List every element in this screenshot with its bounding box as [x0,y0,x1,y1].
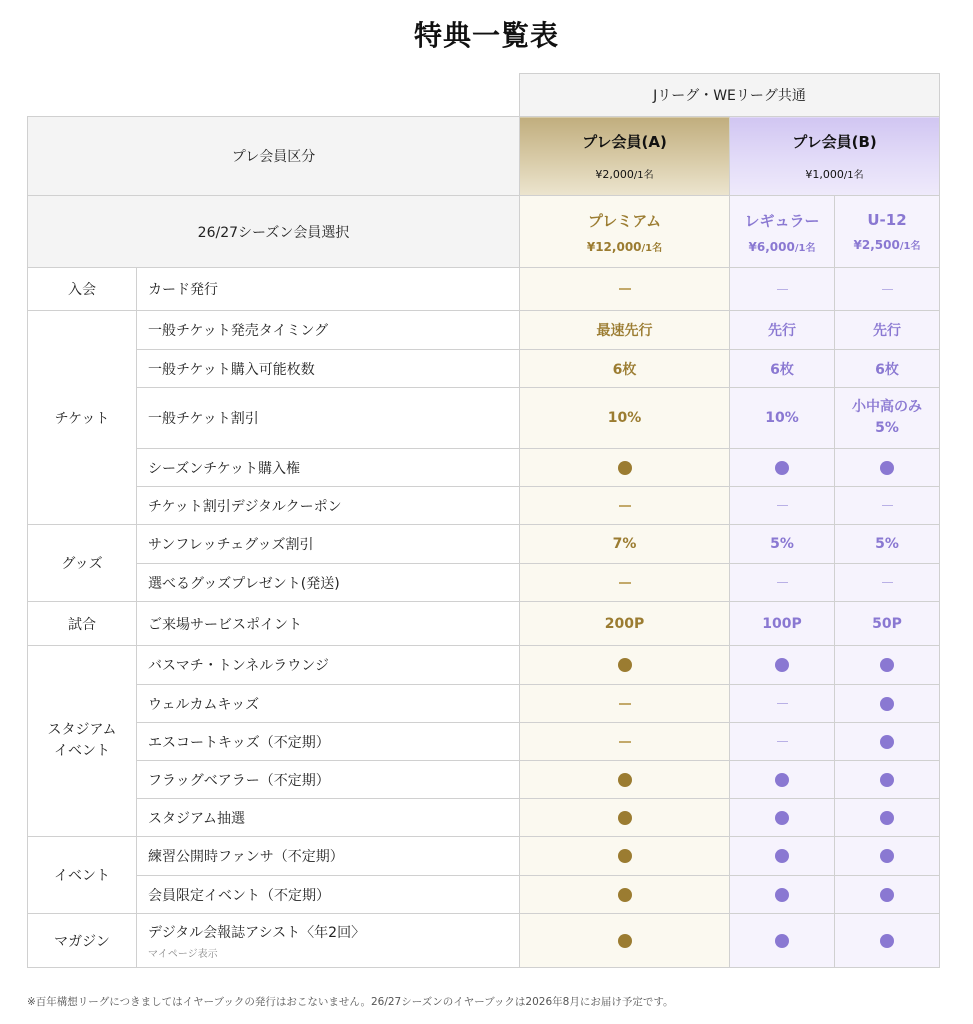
item-note: マイページ表示 [148,948,218,960]
item-label-main: デジタル会報誌アシスト〈年2回〉 [148,924,366,941]
category-stadium-event [28,646,137,837]
dash-icon [619,703,631,705]
item-label: 一般チケット割引 [137,388,520,449]
value-regular: 10% [730,388,835,449]
tier-b-price: ¥1,000/1名 [805,168,864,181]
table-row [28,487,940,525]
plan-premium-price: ¥12,000/1名 [586,239,663,254]
plan-premium-name: プレミアム [587,211,662,230]
dot-icon [880,849,894,863]
dot-icon [880,697,894,711]
dash-icon [777,582,788,583]
category-stadium-line2: イベント [54,743,110,759]
dot-icon [618,934,632,948]
tier-b-name: プレ会員(B) [792,133,877,151]
table-row [28,388,940,449]
category-join: 入会 [28,268,137,311]
table-row [28,350,940,388]
table-row [28,449,940,487]
value-premium: 200P [520,602,730,646]
category-stadium-line1: スタジアム [47,722,117,738]
value-premium: 6枚 [520,350,730,388]
category-event: イベント [28,837,137,914]
dot-icon [880,658,894,672]
plan-u12-name: U-12 [867,211,907,229]
dash-icon [882,289,893,290]
common-league-header: Jリーグ・WEリーグ共通 [520,74,940,117]
tier-b-header [730,117,940,196]
table-row [28,685,940,723]
dot-icon [880,811,894,825]
category-match: 試合 [28,602,137,646]
item-label: 練習公開時ファンサ（不定期） [137,837,520,876]
dot-icon [775,773,789,787]
plan-u12 [835,196,940,268]
dash-icon [777,505,788,506]
value-u12-line2: 5% [875,420,899,436]
category-goods: グッズ [28,525,137,602]
table-row [28,268,940,311]
item-label: 一般チケット購入可能枚数 [137,350,520,388]
item-label: バスマチ・トンネルラウンジ [137,646,520,685]
item-label: エスコートキッズ（不定期） [137,723,520,761]
table-row [28,761,940,799]
footnote: ※百年構想リーグにつきましてはイヤーブックの発行はおこないません。26/27シーズンのイヤーブックは2026年8月にお届け予定です。 [27,996,674,1008]
item-label: スタジアム抽選 [137,799,520,837]
dash-icon [777,703,788,704]
table-row [28,837,940,876]
dot-icon [880,461,894,475]
dot-icon [618,658,632,672]
dash-icon [619,741,631,743]
dash-icon [777,289,788,290]
item-label: チケット割引デジタルクーポン [137,487,520,525]
value-premium: 最速先行 [520,311,730,350]
dot-icon [618,811,632,825]
dot-icon [880,888,894,902]
plan-regular-name: レギュラー [744,211,820,230]
value-premium: 7% [520,525,730,564]
dot-icon [618,849,632,863]
item-label: ご来場サービスポイント [137,602,520,646]
table-row [28,311,940,350]
table-row [28,914,940,968]
header-spacer [28,74,520,117]
table-row [28,525,940,564]
tier-a-name: プレ会員(A) [582,133,667,151]
value-u12-line1: 小中高のみ [852,399,922,415]
dot-icon [880,773,894,787]
value-premium: 10% [520,388,730,449]
season-selection-label: 26/27シーズン会員選択 [28,196,520,268]
dot-icon [775,934,789,948]
item-label: 会員限定イベント（不定期） [137,876,520,914]
item-label: サンフレッチェグッズ割引 [137,525,520,564]
dot-icon [775,658,789,672]
item-label: フラッグベアラー（不定期） [137,761,520,799]
dot-icon [618,888,632,902]
value-regular: 6枚 [730,350,835,388]
value-u12: 5% [835,525,940,564]
dot-icon [618,461,632,475]
value-u12: 先行 [835,311,940,350]
dot-icon [618,773,632,787]
membership-category-label: プレ会員区分 [28,117,520,196]
plan-regular [730,196,835,268]
value-regular: 100P [730,602,835,646]
page-title: 特典一覧表 [413,19,559,52]
value-u12: 50P [835,602,940,646]
dot-icon [775,888,789,902]
value-regular: 5% [730,525,835,564]
dot-icon [775,849,789,863]
value-u12: 6枚 [835,350,940,388]
category-ticket: チケット [28,311,137,525]
tier-a-price: ¥2,000/1名 [595,168,654,181]
dash-icon [619,288,631,290]
tier-a-header [520,117,730,196]
item-label: 一般チケット発売タイミング [137,311,520,350]
table-row [28,799,940,837]
benefits-table [27,73,940,968]
item-label [137,914,520,968]
value-regular: 先行 [730,311,835,350]
table-row [28,723,940,761]
table-row [28,564,940,602]
dot-icon [775,811,789,825]
dot-icon [880,735,894,749]
plan-u12-price: ¥2,500/1名 [853,238,921,252]
dash-icon [882,582,893,583]
dot-icon [775,461,789,475]
dash-icon [777,741,788,742]
table-row [28,602,940,646]
item-label: カード発行 [137,268,520,311]
dash-icon [882,505,893,506]
category-magazine: マガジン [28,914,137,968]
item-label: ウェルカムキッズ [137,685,520,723]
dot-icon [880,934,894,948]
table-row [28,646,940,685]
dash-icon [619,505,631,507]
table-row [28,876,940,914]
dash-icon [619,582,631,584]
plan-premium [520,196,730,268]
item-label: シーズンチケット購入権 [137,449,520,487]
item-label: 選べるグッズプレゼント(発送) [137,564,520,602]
value-u12 [835,388,940,449]
plan-regular-price: ¥6,000/1名 [748,239,816,254]
